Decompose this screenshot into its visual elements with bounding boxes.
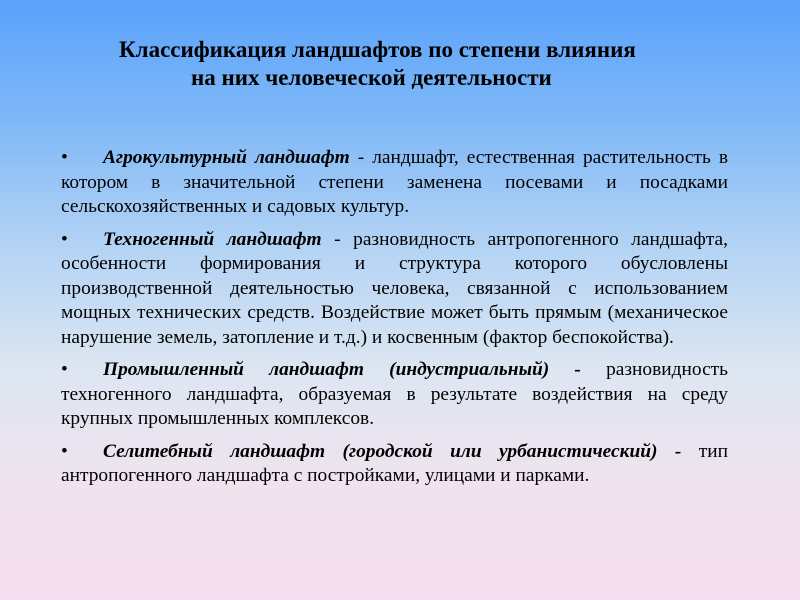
list-item-term: Селитебный ландшафт (городской или урбанистический) -	[103, 440, 682, 462]
slide-title	[60, 36, 740, 92]
bullet-icon: •	[61, 359, 68, 380]
list-item-text: - ландшафт, естественная растительность в котором в значительной степени заменена посевами и посадками сельскохозяйственных и садовых культур.	[61, 147, 728, 217]
bullet-list	[61, 146, 728, 497]
slide-title-line-1: Классификация ландшафтов по степени влияния	[119, 37, 636, 62]
list-item	[61, 228, 728, 351]
list-item-text: - разновидность антропогенного ландшафта, особенности формирования и структура которого обусловлены производственной деятельностью человека, связанной с использованием мощных технических средств. Воздействие может быть прямым (механическое нарушение земель, затопление и т.д.) и косвенным (фактор беспокойства).	[61, 228, 728, 348]
list-item-text: разновидность техногенного ландшафта, образуемая в результате воздействия на среду крупных промышленных комплексов.	[61, 359, 728, 429]
bullet-icon: •	[61, 440, 68, 462]
list-item-term: Техногенный ландшафт	[103, 228, 322, 250]
list-item	[61, 358, 728, 432]
list-item-term: Промышленный ландшафт (индустриальный) -	[103, 359, 581, 380]
list-item-text: тип антропогенного ландшафта с постройками, улицами и парками.	[61, 440, 729, 486]
list-item	[61, 440, 728, 489]
list-item	[61, 146, 728, 220]
list-item-term: Агрокультурный ландшафт	[103, 147, 350, 168]
bullet-icon: •	[61, 147, 68, 168]
slide-title-line-2: на них человеческой деятельности	[191, 65, 552, 90]
bullet-icon: •	[61, 228, 68, 250]
